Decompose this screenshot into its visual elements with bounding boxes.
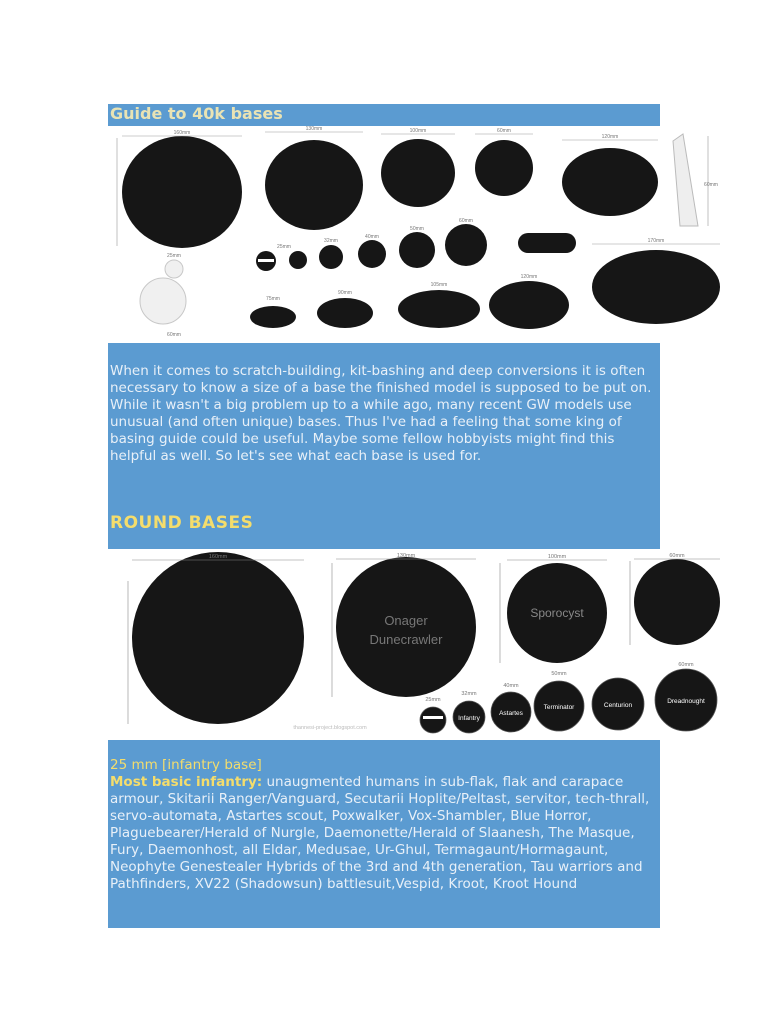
dim-label: 60mm	[678, 662, 694, 668]
section-heading: ROUND BASES	[110, 513, 254, 533]
intro-panel	[108, 343, 660, 549]
round-bases-image	[108, 549, 728, 740]
description-lead: Most basic infantry:	[110, 774, 263, 790]
dim-label: 100mm	[547, 554, 567, 560]
base-size-heading: 25 mm [infantry base]	[110, 757, 262, 773]
sporocyst-label: Sporocyst	[530, 606, 584, 620]
onager-label: Onager	[384, 613, 428, 628]
dim-label: 160mm	[208, 554, 228, 560]
dim-label: 60mm	[497, 128, 511, 134]
dim-label: 170mm	[647, 238, 665, 244]
dim-label: 25mm	[277, 244, 291, 250]
dim-label: 60mm	[669, 553, 685, 559]
dim-label: 32mm	[461, 691, 477, 697]
dim-label: 40mm	[365, 234, 379, 240]
terminator-label: Terminator	[543, 704, 575, 711]
intro-paragraph: When it comes to scratch-building, kit-bashing and deep conversions it is often necessary to know a size of a base the finished model is supposed to be put on. While it wasn't a big problem up to a while ago, many recent GW models use unusual (and often unique) bases. Thus I've had a feeling that some king of basing guide could be useful. Maybe some fellow hobbyists might find this helpful as well. So let's see what each base is used for.	[110, 363, 652, 464]
bases-overview-image	[108, 126, 728, 343]
dim-label: 25mm	[425, 697, 441, 703]
dim-label: 100mm	[409, 128, 427, 134]
title-bar	[108, 104, 660, 126]
dim-label: 75mm	[266, 296, 280, 302]
dim-label: 32mm	[324, 238, 338, 244]
astartes-label: Astartes	[499, 710, 523, 717]
description-body: unaugmented humans in sub-flak, flak and carapace armour, Skitarii Ranger/Vanguard, Secutarii Hoplite/Peltast, servitor, tech-thrall, servo-automata, Astartes scout, Poxwalker, Vox-Shambler, Blue Horror, Plaguebearer/Herald of Nurgle, Daemonette/Herald of Slaanesh, The Masque, Fury, Daemonhost, all Eldar, Medusae, Ur-Ghul, Termagaunt/Hormagaunt, Neophyte Genestealer Hybrids of the 3rd and 4th generation, Tau warriors and Pathfinders, XV22 (Shadowsun) battlesuit,Vespid, Kroot, Kroot Hound	[110, 774, 650, 892]
dim-label: 120mm	[601, 134, 619, 140]
dim-label: 130mm	[305, 126, 323, 132]
watermark: thannesi-project.blogspot.com	[293, 725, 367, 731]
dim-label: 50mm	[551, 671, 567, 677]
dim-label: 120mm	[520, 274, 538, 280]
dim-label: 90mm	[338, 290, 352, 296]
dim-label: 50mm	[410, 226, 424, 232]
infantry-label: Infantry	[458, 715, 480, 722]
base-description	[110, 774, 658, 893]
dim-label: 60mm	[704, 182, 718, 188]
dim-label: 25mm	[167, 253, 181, 259]
onager-label-line2: Dunecrawler	[369, 632, 443, 647]
info-panel	[108, 740, 660, 928]
dim-label: 160mm	[173, 130, 191, 136]
dim-label: 60mm	[459, 218, 473, 224]
dim-label: 105mm	[430, 282, 448, 288]
dim-label: 40mm	[503, 683, 519, 689]
round-bases-figure	[108, 549, 728, 740]
bases-overview-figure	[108, 126, 728, 343]
dim-label: 130mm	[396, 553, 416, 559]
centurion-label: Centurion	[603, 702, 633, 709]
page-title: Guide to 40k bases	[110, 104, 283, 123]
dim-label: 60mm	[167, 332, 181, 338]
dreadnought-label: Dreadnought	[667, 698, 705, 705]
